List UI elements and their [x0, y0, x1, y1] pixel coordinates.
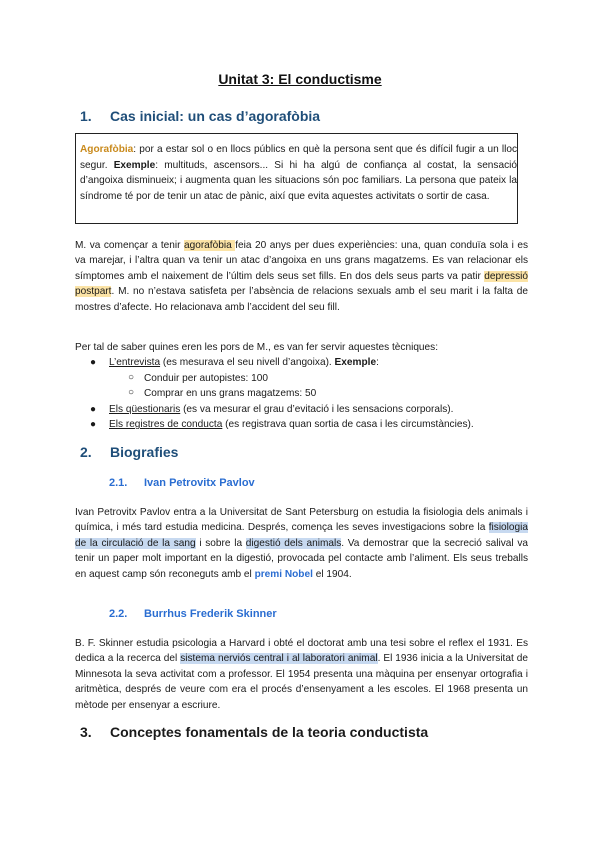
skinner-highlight-1: sistema nerviós central i al laboratori animal — [180, 653, 378, 665]
section-3-number: 3. — [80, 724, 92, 740]
case-highlight-depressio: depressió postpart — [75, 270, 528, 298]
circle-bullet-icon: ○ — [128, 387, 135, 398]
skinner-text-1: B. F. Skinner estudia psicologia a Harvard i obté el doctorat amb una tesi sobre el reflex el 1931. Es dedica a la recerca del — [75, 638, 528, 665]
circle-bullet-icon: ○ — [128, 372, 135, 383]
section-2-heading — [80, 444, 178, 460]
section-3-title: Conceptes fonamentals de la teoria conductista — [110, 724, 429, 740]
technique-interview-text: (es mesurava el seu nivell d’angoixa). — [160, 357, 335, 368]
skinner-paragraph — [75, 636, 528, 713]
definition-example-label: Exemple — [113, 159, 156, 171]
technique-interview-example: Exemple — [334, 357, 377, 368]
nobel-prize-link[interactable]: premi Nobel — [254, 568, 313, 580]
definition-box — [75, 133, 518, 224]
definition-text-2: : multituds, ascensors... Si hi ha algú de confiança al costat, la sensació d’angoixa disminueix; i augmenta quan les situacions són poc familiars. La persona que pateix la síndrome té por de tenir un atac de pànic, així que evita aquestes activitats o sortir de casa. — [80, 159, 517, 202]
section-2-number: 2. — [80, 444, 92, 460]
page-title: Unitat 3: El conductisme — [218, 71, 382, 87]
subsection-2-1-heading — [109, 477, 255, 489]
case-text-2: feia 20 anys per dues experiències: una, quan conduïa sola i es va marejar, i l’altra quan va tenir un atac d’angoixa en uns grans magatzems. Es van relacionar els símptomes amb el naixement de l’últim dels seus set fills. En dos dels seus parts va patir — [75, 240, 528, 282]
case-paragraph — [75, 238, 528, 315]
case-text-1: M. va començar a tenir — [75, 240, 184, 251]
bullet-icon: ● — [90, 357, 97, 368]
techniques-intro: Per tal de saber quines eren les pors de M., es van fer servir aquestes tècniques: — [75, 342, 439, 353]
section-1-heading — [80, 108, 320, 124]
technique-questionnaires-label: Els qüestionaris — [109, 404, 181, 415]
technique-records-label: Els registres de conducta — [109, 419, 223, 430]
definition-term: Agorafòbia — [80, 144, 134, 155]
subsection-2-2-title: Burrhus Frederik Skinner — [144, 608, 277, 620]
subsection-2-1-number: 2.1. — [109, 477, 128, 489]
pavlov-text-3: . Va demostrar que la secreció salival va tenir un paper molt important en la digestió, provocada pel contacte amb l’aliment. Els seus treballs en aquest camp són reconeguts amb el — [75, 537, 528, 580]
subsection-2-2-number: 2.2. — [109, 608, 128, 620]
technique-item-records — [109, 418, 474, 432]
sub-item-1: Conduir per autopistes: 100 — [144, 373, 269, 384]
case-text-3: . M. no n’estava satisfeta per l’absència de relacions sexuals amb el seu marit i la falta de mostres d’afecte. Ho relacionava amb l’accident del seu fill. — [75, 286, 528, 313]
bullet-icon: ● — [90, 419, 97, 430]
pavlov-text-2: i sobre la — [195, 537, 246, 549]
skinner-text-2: . El 1936 inicia a la Universitat de Minnesota la seva activitat com a professor. El 1954 presenta una màquina per ensenyar ortografia i aritmètica, després de veure com era el procés d’ensenyament a les escoles. El 1968 presenta un mètode per ensenyar a escriure. — [75, 653, 528, 711]
section-1-number: 1. — [80, 108, 92, 124]
section-1-title: Cas inicial: un cas d’agorafòbia — [110, 108, 321, 124]
technique-interview-label: L’entrevista — [109, 357, 161, 368]
bullet-icon: ● — [90, 404, 97, 415]
pavlov-text-1: Ivan Petrovitx Pavlov entra a la Universitat de Sant Petersburg on estudia la fisiologia dels animals i química, i més tard estudia medicina. Després, comença les seves investigacions sobre la — [75, 507, 528, 534]
subsection-2-1-title: Ivan Petrovitx Pavlov — [144, 477, 255, 489]
technique-interview-colon: : — [376, 357, 379, 368]
technique-questionnaires-text: (es va mesurar el grau d’evitació i les sensacions corporals). — [180, 404, 454, 415]
section-3-heading — [80, 724, 428, 740]
pavlov-highlight-1: fisiologia de la circulació de la sang — [75, 522, 528, 549]
pavlov-text-4: el 1904. — [312, 568, 352, 580]
pavlov-paragraph — [75, 505, 528, 582]
section-2-title: Biografies — [110, 444, 179, 460]
technique-item-interview — [109, 356, 379, 370]
technique-records-text: (es registrava quan sortia de casa i les circumstàncies). — [222, 419, 474, 430]
subsection-2-2-heading — [109, 608, 277, 620]
case-highlight-agorafobia: agorafòbia — [183, 240, 236, 251]
pavlov-highlight-2: digestió dels animals — [245, 537, 342, 549]
sub-item-2: Comprar en uns grans magatzems: 50 — [144, 388, 317, 399]
technique-item-questionnaires — [109, 403, 453, 417]
definition-text-1: : por a estar sol o en llocs públics en què la persona sent que és difícil fugir a un lloc segur. — [80, 144, 517, 171]
